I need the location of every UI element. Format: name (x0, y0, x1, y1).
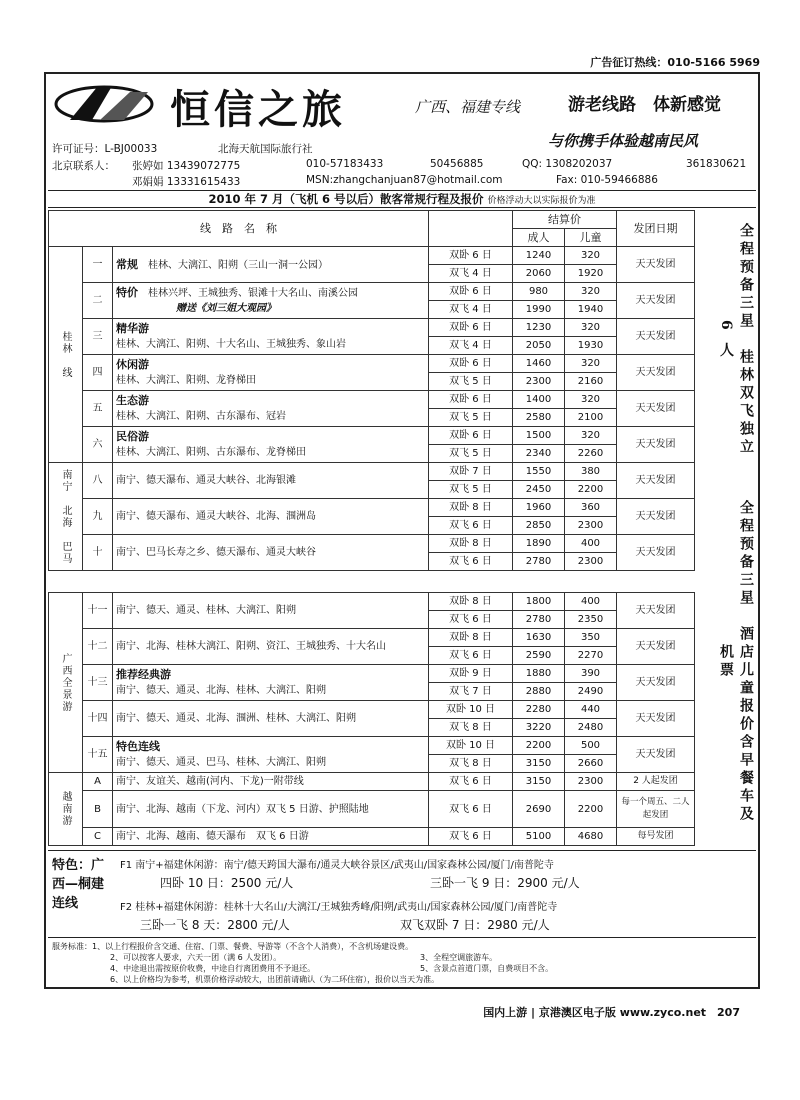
child-price: 2270 (565, 647, 617, 665)
child-price: 380 (565, 463, 617, 481)
row-no: 十 (83, 535, 113, 571)
row-no: 十二 (83, 629, 113, 665)
child-price: 2260 (565, 445, 617, 463)
table-row (49, 665, 757, 683)
departure: 天天发团 (617, 247, 695, 283)
transport: 双卧 10 日 (429, 701, 513, 719)
departure: 天天发团 (617, 535, 695, 571)
adult-price: 980 (513, 283, 565, 301)
transport: 双飞 5 日 (429, 409, 513, 427)
transport: 双飞 4 日 (429, 301, 513, 319)
child-price: 4680 (565, 828, 617, 846)
route-cell (113, 355, 429, 391)
special-price-f1-b: 三卧一飞 9 日：2900 元/人 (430, 876, 580, 890)
departure: 天天发团 (617, 391, 695, 427)
group-guilin: 桂林 线 (49, 247, 83, 463)
group-vietnam: 越南游 (49, 773, 83, 846)
child-price: 2200 (565, 481, 617, 499)
route-detail: 南宁、德天、通灵、桂林、大漓江、阳朔 (113, 593, 429, 629)
adult-price: 2880 (513, 683, 565, 701)
table-row (49, 391, 757, 409)
route-cell (113, 391, 429, 427)
child-price: 440 (565, 701, 617, 719)
route-detail: 南宁、友谊关、越南(河内、下龙)一附带线 (113, 773, 429, 791)
departure: 天天发团 (617, 427, 695, 463)
transport: 双卧 6 日 (429, 319, 513, 337)
child-price: 320 (565, 283, 617, 301)
child-price: 1920 (565, 265, 617, 283)
route-detail: 南宁、北海、越南、德天瀑布 双飞 6 日游 (113, 828, 429, 846)
contact-tel-2: 50456885 (430, 158, 484, 170)
ad-hotline: 广告征订热线：010-5166 5969 (590, 56, 760, 69)
route-name: 精华游 (116, 322, 149, 335)
contact-person-1: 张婷如 13439072775 (132, 160, 241, 172)
agency-name: 北海天航国际旅行社 (218, 143, 313, 155)
departure: 天天发团 (617, 737, 695, 773)
adult-price: 2580 (513, 409, 565, 427)
row-no: 八 (83, 463, 113, 499)
note-item: 5、含景点首道门票，自费项目不含。 (420, 964, 554, 973)
route-detail: 桂林、大漓江、阳朔（三山一洞一公园） (148, 259, 328, 271)
row-no: 二 (83, 283, 113, 319)
transport: 双飞 6 日 (429, 611, 513, 629)
child-price: 350 (565, 629, 617, 647)
transport: 双飞 6 日 (429, 773, 513, 791)
route-detail: 桂林、大漓江、阳朔、古东瀑布、冠岩 (116, 411, 286, 422)
child-price: 320 (565, 427, 617, 445)
transport: 双卧 8 日 (429, 593, 513, 611)
header-transport (429, 211, 513, 247)
route-name: 特色连线 (116, 740, 160, 753)
transport: 双卧 8 日 (429, 499, 513, 517)
child-price: 400 (565, 593, 617, 611)
sidebar-note-guilin: 全程预备三星 桂林双飞独立 6 人 (718, 223, 754, 457)
transport: 双飞 6 日 (429, 517, 513, 535)
transport: 双飞 5 日 (429, 373, 513, 391)
route-name: 休闲游 (116, 358, 149, 371)
route-cell (113, 247, 429, 283)
adult-price: 1460 (513, 355, 565, 373)
transport: 双飞 8 日 (429, 755, 513, 773)
note-item: 2、可以按客人要求，六天一团（满 6 人发团）。 (110, 953, 282, 962)
child-price: 320 (565, 391, 617, 409)
table-row (49, 355, 757, 373)
departure: 每号发团 (617, 828, 695, 846)
departure: 每一个周五、二人起发团 (617, 791, 695, 828)
route-name: 推荐经典游 (116, 668, 171, 681)
row-no: 三 (83, 319, 113, 355)
child-price: 2300 (565, 553, 617, 571)
title-note: 价格浮动大以实际报价为准 (487, 196, 596, 206)
row-no: B (83, 791, 113, 828)
special-price-f1-a: 四卧 10 日：2500 元/人 (160, 876, 294, 890)
row-no: 十四 (83, 701, 113, 737)
adult-price: 2590 (513, 647, 565, 665)
transport: 双飞 8 日 (429, 719, 513, 737)
child-price: 2480 (565, 719, 617, 737)
child-price: 320 (565, 247, 617, 265)
adult-price: 1800 (513, 593, 565, 611)
brand-subtitle: 广西、福建专线 (415, 98, 521, 116)
note-item: 6、以上价格均为参考，机票价格浮动较大，出团前请确认（为二环住宿），报价以当天为准。 (110, 975, 440, 984)
child-price: 390 (565, 665, 617, 683)
adult-price: 3220 (513, 719, 565, 737)
departure: 天天发团 (617, 629, 695, 665)
table-row (49, 737, 757, 755)
route-cell (113, 283, 429, 319)
transport: 双卧 6 日 (429, 283, 513, 301)
price-table-title (48, 190, 756, 208)
transport: 双飞 7 日 (429, 683, 513, 701)
row-no: 十一 (83, 593, 113, 629)
transport: 双飞 4 日 (429, 265, 513, 283)
table-row (49, 773, 757, 791)
special-route-f1: F1 南宁+福建休闲游：南宁/德天跨国大瀑布/通灵大峡谷景区/武夷山/国家森林公园/厦门/南普陀寺 (120, 860, 554, 871)
transport: 双飞 5 日 (429, 481, 513, 499)
table-row (49, 427, 757, 445)
transport: 双卧 6 日 (429, 247, 513, 265)
adult-price: 3150 (513, 755, 565, 773)
itinerary-table-2 (48, 592, 757, 846)
departure: 2 人起发团 (617, 773, 695, 791)
row-no: 六 (83, 427, 113, 463)
adult-price: 1890 (513, 535, 565, 553)
note-item: 3、全程空调旅游车。 (420, 953, 498, 962)
license-number: 许可证号：L-BJ00033 (52, 143, 158, 155)
child-price: 2490 (565, 683, 617, 701)
title-text: 2010 年 7 月（飞机 6 号以后）散客常规行程及报价 (208, 192, 484, 206)
transport: 双卧 6 日 (429, 355, 513, 373)
group-guangxi: 广西全景游 (49, 593, 83, 773)
adult-price: 1230 (513, 319, 565, 337)
contact-msn: MSN:zhangchanjuan87@hotmail.com (306, 174, 503, 186)
adult-price: 2200 (513, 737, 565, 755)
adult-price: 2780 (513, 611, 565, 629)
departure: 天天发团 (617, 283, 695, 319)
adult-price: 2050 (513, 337, 565, 355)
route-name: 特价 (116, 286, 138, 299)
note-item: 服务标准：1、以上行程报价含交通、住宿、门票、餐费、导游等（不含个人消费），不含机场建设费。 (52, 942, 414, 951)
transport: 双卧 9 日 (429, 665, 513, 683)
adult-price: 2850 (513, 517, 565, 535)
route-detail: 南宁、德天、通灵、巴马、桂林、大漓江、阳朔 (116, 757, 326, 768)
special-route-f2: F2 桂林+福建休闲游：桂林十大名山/大漓江/王城独秀峰/阳朔/武夷山/国家森林公园/厦门/南普陀寺 (120, 902, 558, 913)
table-row (49, 247, 757, 265)
route-detail: 桂林兴坪、王城独秀、银滩十大名山、南溪公园 (148, 288, 358, 299)
adult-price: 2280 (513, 701, 565, 719)
header-departure: 发团日期 (617, 211, 695, 247)
route-detail: 南宁、德天、通灵、北海、涠洲、桂林、大漓江、阳朔 (113, 701, 429, 737)
departure: 天天发团 (617, 499, 695, 535)
special-routes-label: 特色：广西—桐建连线 (52, 858, 105, 911)
child-price: 2100 (565, 409, 617, 427)
note-item: 4、中途退出需按原价收费，中途自行离团费用不予退还。 (110, 964, 316, 973)
child-price: 2350 (565, 611, 617, 629)
adult-price: 1880 (513, 665, 565, 683)
row-no: 四 (83, 355, 113, 391)
adult-price: 2780 (513, 553, 565, 571)
route-detail: 桂林、大漓江、阳朔、十大名山、王城独秀、象山岩 (116, 339, 346, 350)
row-no: 十三 (83, 665, 113, 701)
sidebar-note-guangxi: 全程预备三星 酒店儿童报价含早餐车及机票 (718, 500, 754, 824)
transport: 双卧 8 日 (429, 535, 513, 553)
adult-price: 1500 (513, 427, 565, 445)
contact-person-2: 邓娟娟 13331615433 (132, 176, 241, 188)
header-price: 结算价 (513, 211, 617, 229)
contact-fax: Fax: 010-59466886 (556, 174, 658, 186)
row-no: 十五 (83, 737, 113, 773)
child-price: 2660 (565, 755, 617, 773)
adult-price: 1240 (513, 247, 565, 265)
transport: 双飞 4 日 (429, 337, 513, 355)
adult-price: 1990 (513, 301, 565, 319)
slogan-secondary: 与你携手体验越南民风 (548, 132, 699, 150)
adult-price: 2450 (513, 481, 565, 499)
beijing-contact-label: 北京联系人： (52, 160, 115, 172)
transport: 双飞 6 日 (429, 647, 513, 665)
route-cell (113, 427, 429, 463)
child-price: 360 (565, 499, 617, 517)
adult-price: 2690 (513, 791, 565, 828)
route-cell (113, 665, 429, 701)
adult-price: 1550 (513, 463, 565, 481)
departure: 天天发团 (617, 463, 695, 499)
child-price: 1930 (565, 337, 617, 355)
row-no: 九 (83, 499, 113, 535)
child-price: 400 (565, 535, 617, 553)
header-route: 线 路 名 称 (49, 211, 429, 247)
transport: 双卧 6 日 (429, 391, 513, 409)
row-no: C (83, 828, 113, 846)
route-name: 常规 (116, 257, 138, 271)
route-detail: 南宁、德天瀑布、通灵大峡谷、北海银滩 (113, 463, 429, 499)
table-row (49, 319, 757, 337)
row-no: 五 (83, 391, 113, 427)
table-row (49, 629, 757, 647)
adult-price: 5100 (513, 828, 565, 846)
contact-qq-2: 361830621 (686, 158, 747, 170)
adult-price: 1400 (513, 391, 565, 409)
child-price: 2300 (565, 517, 617, 535)
contact-tel-1: 010-57183433 (306, 158, 384, 170)
row-no: 一 (83, 247, 113, 283)
special-price-f2-a: 三卧一飞 8 天：2800 元/人 (140, 918, 290, 932)
child-price: 2300 (565, 773, 617, 791)
special-price-f2-b: 双飞双卧 7 日：2980 元/人 (400, 918, 550, 932)
child-price: 2200 (565, 791, 617, 828)
itinerary-table (48, 210, 757, 571)
route-detail: 南宁、德天、通灵、北海、桂林、大漓江、阳朔 (116, 685, 326, 696)
child-price: 320 (565, 319, 617, 337)
transport: 双卧 7 日 (429, 463, 513, 481)
table-row (49, 828, 757, 846)
table-row (49, 535, 757, 553)
group-nanning: 南宁 北海 巴马 (49, 463, 83, 571)
child-price: 1940 (565, 301, 617, 319)
table-row (49, 463, 757, 481)
child-price: 2160 (565, 373, 617, 391)
table-row (49, 593, 757, 611)
table-row (49, 283, 757, 301)
adult-price: 1960 (513, 499, 565, 517)
brand-name: 恒信之旅 (170, 86, 346, 133)
adult-price: 3150 (513, 773, 565, 791)
page-footer: 国内上游 | 京港澳区电子版 www.zyco.net 207 (483, 1006, 740, 1019)
adult-price: 2060 (513, 265, 565, 283)
child-price: 320 (565, 355, 617, 373)
adult-price: 2340 (513, 445, 565, 463)
route-cell (113, 319, 429, 355)
transport: 双卧 8 日 (429, 629, 513, 647)
child-price: 500 (565, 737, 617, 755)
departure: 天天发团 (617, 319, 695, 355)
route-name: 生态游 (116, 394, 149, 407)
table-row (49, 791, 757, 828)
transport: 双卧 10 日 (429, 737, 513, 755)
row-no: A (83, 773, 113, 791)
route-detail: 南宁、德天瀑布、通灵大峡谷、北海、涠洲岛 (113, 499, 429, 535)
contact-qq: QQ: 1308202037 (522, 158, 613, 170)
table-row (49, 499, 757, 517)
slogan-primary: 游老线路 体新感觉 (568, 95, 721, 115)
transport: 双飞 6 日 (429, 828, 513, 846)
departure: 天天发团 (617, 701, 695, 737)
adult-price: 1630 (513, 629, 565, 647)
header-adult: 成人 (513, 229, 565, 247)
header-child: 儿童 (565, 229, 617, 247)
departure: 天天发团 (617, 665, 695, 701)
route-detail: 桂林、大漓江、阳朔、古东瀑布、龙脊梯田 (116, 447, 306, 458)
route-detail: 桂林、大漓江、阳朔、龙脊梯田 (116, 375, 256, 386)
route-detail: 南宁、北海、越南（下龙、河内）双飞 5 日游、护照陆地 (113, 791, 429, 828)
departure: 天天发团 (617, 593, 695, 629)
brand-logo (52, 80, 162, 126)
route-name: 民俗游 (116, 430, 149, 443)
transport: 双飞 6 日 (429, 553, 513, 571)
table-row (49, 701, 757, 719)
route-gift: 赠送《刘三姐大观园》 (176, 303, 276, 314)
transport: 双飞 6 日 (429, 791, 513, 828)
route-detail: 南宁、北海、桂林大漓江、阳朔、资江、王城独秀、十大名山 (113, 629, 429, 665)
transport: 双卧 6 日 (429, 427, 513, 445)
transport: 双飞 5 日 (429, 445, 513, 463)
adult-price: 2300 (513, 373, 565, 391)
route-detail: 南宁、巴马长寿之乡、德天瀑布、通灵大峡谷 (113, 535, 429, 571)
header-row (49, 211, 757, 229)
route-cell (113, 737, 429, 773)
departure: 天天发团 (617, 355, 695, 391)
